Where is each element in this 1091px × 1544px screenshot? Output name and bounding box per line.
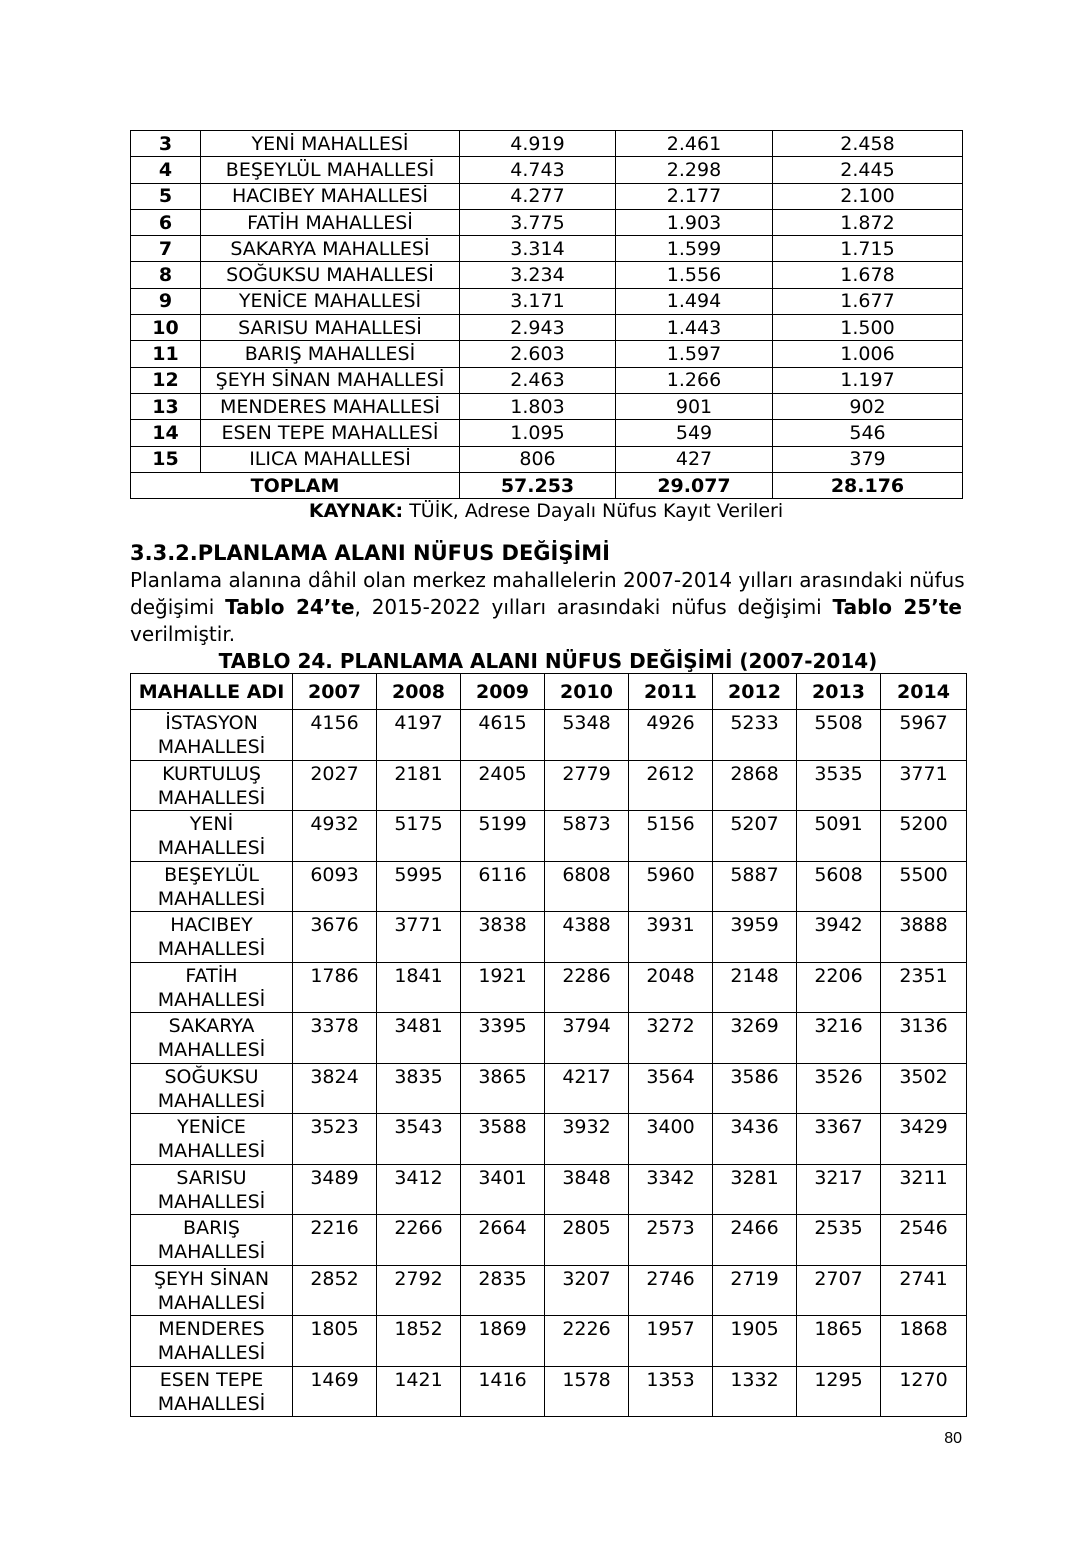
population-value: 2612 bbox=[629, 760, 713, 811]
section-heading: 3.3.2.PLANLAMA ALANI NÜFUS DEĞİŞİMİ bbox=[130, 541, 610, 565]
total-population: 2.943 bbox=[460, 315, 616, 341]
paragraph-part-3: verilmiştir. bbox=[130, 622, 236, 646]
row-number: 6 bbox=[131, 209, 201, 235]
population-value: 5207 bbox=[713, 811, 797, 862]
neighborhood-name-cell bbox=[131, 1316, 293, 1367]
female-population: 2.445 bbox=[773, 157, 963, 183]
population-value: 3211 bbox=[881, 1164, 967, 1215]
table-row bbox=[131, 760, 967, 811]
population-value: 1332 bbox=[713, 1366, 797, 1417]
population-value: 5200 bbox=[881, 811, 967, 862]
population-value: 4932 bbox=[293, 811, 377, 862]
population-value: 2181 bbox=[377, 760, 461, 811]
neighborhood-suffix: MAHALLESİ bbox=[157, 988, 266, 1011]
female-population: 379 bbox=[773, 446, 963, 472]
neighborhood-suffix: MAHALLESİ bbox=[157, 1089, 266, 1112]
population-value: 3216 bbox=[797, 1013, 881, 1064]
column-header-year: 2008 bbox=[377, 674, 461, 710]
population-value: 5233 bbox=[713, 710, 797, 761]
population-value: 3378 bbox=[293, 1013, 377, 1064]
neighborhood-suffix: MAHALLESİ bbox=[157, 1140, 266, 1162]
population-value: 3888 bbox=[881, 912, 967, 963]
population-value: 5967 bbox=[881, 710, 967, 761]
neighborhood-name: FATİH MAHALLESİ bbox=[201, 209, 460, 235]
neighborhood-name: KURTULUŞ bbox=[162, 762, 261, 785]
paragraph-part-2b: , 2015-2022 yılları arasındaki nüfus değişimi bbox=[354, 595, 833, 619]
table-row bbox=[131, 209, 963, 235]
paragraph-line-3 bbox=[130, 621, 962, 648]
population-value: 5960 bbox=[629, 861, 713, 912]
neighborhood-name: YENİ bbox=[189, 813, 234, 835]
population-value: 3771 bbox=[377, 912, 461, 963]
population-value: 4388 bbox=[545, 912, 629, 963]
page-number: 80 bbox=[944, 1430, 962, 1447]
population-value: 3771 bbox=[881, 760, 967, 811]
neighborhood-suffix: MAHALLESİ bbox=[157, 1241, 266, 1263]
row-number: 12 bbox=[131, 367, 201, 393]
neighborhood-suffix: MAHALLESİ bbox=[157, 887, 266, 910]
total-label: TOPLAM bbox=[131, 472, 460, 498]
neighborhood-suffix: MAHALLESİ bbox=[157, 1342, 266, 1364]
population-value: 2741 bbox=[881, 1265, 967, 1316]
population-value: 1852 bbox=[377, 1316, 461, 1367]
neighborhood-suffix: MAHALLESİ bbox=[157, 786, 266, 809]
column-header-year: 2013 bbox=[797, 674, 881, 710]
neighborhood-name: BEŞEYLÜL bbox=[164, 863, 259, 886]
population-value: 2148 bbox=[713, 962, 797, 1013]
population-value: 3217 bbox=[797, 1164, 881, 1215]
population-value: 3481 bbox=[377, 1013, 461, 1064]
population-value: 3342 bbox=[629, 1164, 713, 1215]
female-population: 1.197 bbox=[773, 367, 963, 393]
column-header-name: MAHALLE ADI bbox=[131, 674, 293, 710]
neighborhood-name: SARISU MAHALLESİ bbox=[201, 315, 460, 341]
female-population: 2.458 bbox=[773, 131, 963, 157]
male-population: 2.461 bbox=[616, 131, 773, 157]
population-table-continued bbox=[130, 130, 963, 499]
total-population: 3.314 bbox=[460, 236, 616, 262]
table-row bbox=[131, 315, 963, 341]
population-value: 3523 bbox=[293, 1114, 377, 1165]
population-value: 3429 bbox=[881, 1114, 967, 1165]
paragraph-line-1 bbox=[130, 567, 965, 594]
population-value: 2351 bbox=[881, 962, 967, 1013]
neighborhood-name-cell bbox=[131, 710, 293, 761]
male-sum: 29.077 bbox=[616, 472, 773, 498]
neighborhood-name: HACIBEY MAHALLESİ bbox=[201, 183, 460, 209]
female-population: 1.678 bbox=[773, 262, 963, 288]
population-value: 2206 bbox=[797, 962, 881, 1013]
population-value: 2792 bbox=[377, 1265, 461, 1316]
table-row bbox=[131, 131, 963, 157]
male-population: 2.298 bbox=[616, 157, 773, 183]
neighborhood-name: ESEN TEPE bbox=[159, 1368, 264, 1391]
table-row bbox=[131, 1114, 967, 1165]
total-population: 1.803 bbox=[460, 393, 616, 419]
female-population: 1.715 bbox=[773, 236, 963, 262]
total-population: 2.463 bbox=[460, 367, 616, 393]
population-value: 4217 bbox=[545, 1063, 629, 1114]
neighborhood-name: SAKARYA MAHALLESİ bbox=[201, 236, 460, 262]
population-value: 1805 bbox=[293, 1316, 377, 1367]
neighborhood-suffix: MAHALLESİ bbox=[157, 837, 266, 859]
female-population: 1.677 bbox=[773, 288, 963, 314]
male-population: 1.599 bbox=[616, 236, 773, 262]
neighborhood-name-cell bbox=[131, 1164, 293, 1215]
row-number: 14 bbox=[131, 420, 201, 446]
source-text: TÜİK, Adrese Dayalı Nüfus Kayıt Verileri bbox=[403, 500, 784, 522]
population-value: 3489 bbox=[293, 1164, 377, 1215]
neighborhood-suffix: MAHALLESİ bbox=[157, 1291, 266, 1314]
female-population: 1.006 bbox=[773, 341, 963, 367]
population-value: 2707 bbox=[797, 1265, 881, 1316]
population-value: 2405 bbox=[461, 760, 545, 811]
neighborhood-suffix: MAHALLESİ bbox=[157, 1392, 266, 1415]
table-row bbox=[131, 1164, 967, 1215]
male-population: 2.177 bbox=[616, 183, 773, 209]
table-row bbox=[131, 183, 963, 209]
total-population: 3.234 bbox=[460, 262, 616, 288]
female-population: 1.500 bbox=[773, 315, 963, 341]
neighborhood-suffix: MAHALLESİ bbox=[157, 1190, 266, 1213]
table-row bbox=[131, 1316, 967, 1367]
male-population: 1.903 bbox=[616, 209, 773, 235]
population-value: 2746 bbox=[629, 1265, 713, 1316]
male-population: 1.494 bbox=[616, 288, 773, 314]
population-value: 1869 bbox=[461, 1316, 545, 1367]
table-row bbox=[131, 1215, 967, 1266]
column-header-year: 2014 bbox=[881, 674, 967, 710]
paragraph-part-2a: değişimi bbox=[130, 595, 226, 619]
table-row bbox=[131, 420, 963, 446]
population-value: 6116 bbox=[461, 861, 545, 912]
table-row bbox=[131, 912, 967, 963]
male-population: 1.597 bbox=[616, 341, 773, 367]
population-value: 3586 bbox=[713, 1063, 797, 1114]
total-population: 3.171 bbox=[460, 288, 616, 314]
neighborhood-name-cell bbox=[131, 760, 293, 811]
population-value: 5156 bbox=[629, 811, 713, 862]
row-number: 4 bbox=[131, 157, 201, 183]
population-value: 3588 bbox=[461, 1114, 545, 1165]
population-value: 3959 bbox=[713, 912, 797, 963]
population-value: 2835 bbox=[461, 1265, 545, 1316]
population-value: 2868 bbox=[713, 760, 797, 811]
population-value: 2466 bbox=[713, 1215, 797, 1266]
neighborhood-suffix: MAHALLESİ bbox=[157, 736, 266, 758]
population-value: 2719 bbox=[713, 1265, 797, 1316]
population-value: 3535 bbox=[797, 760, 881, 811]
neighborhood-suffix: MAHALLESİ bbox=[157, 1039, 266, 1061]
table-row bbox=[131, 1366, 967, 1417]
population-value: 3543 bbox=[377, 1114, 461, 1165]
neighborhood-name: SOĞUKSU MAHALLESİ bbox=[201, 262, 460, 288]
table-row bbox=[131, 262, 963, 288]
population-value: 4615 bbox=[461, 710, 545, 761]
table-caption: TABLO 24. PLANLAMA ALANI NÜFUS DEĞİŞİMİ (2007-2014) bbox=[218, 649, 878, 673]
table-row bbox=[131, 236, 963, 262]
neighborhood-suffix: MAHALLESİ bbox=[157, 938, 266, 960]
population-value: 2779 bbox=[545, 760, 629, 811]
neighborhood-name-cell bbox=[131, 1063, 293, 1114]
table-row bbox=[131, 962, 967, 1013]
population-value: 3281 bbox=[713, 1164, 797, 1215]
male-population: 427 bbox=[616, 446, 773, 472]
neighborhood-name: ŞEYH SİNAN MAHALLESİ bbox=[201, 367, 460, 393]
population-value: 1416 bbox=[461, 1366, 545, 1417]
population-value: 1841 bbox=[377, 962, 461, 1013]
neighborhood-name: YENİCE MAHALLESİ bbox=[201, 288, 460, 314]
table-row bbox=[131, 341, 963, 367]
population-value: 1786 bbox=[293, 962, 377, 1013]
neighborhood-name-cell bbox=[131, 1013, 293, 1064]
total-population: 3.775 bbox=[460, 209, 616, 235]
total-sum: 57.253 bbox=[460, 472, 616, 498]
row-number: 10 bbox=[131, 315, 201, 341]
neighborhood-name-cell bbox=[131, 1265, 293, 1316]
neighborhood-name: BEŞEYLÜL MAHALLESİ bbox=[201, 157, 460, 183]
population-value: 3502 bbox=[881, 1063, 967, 1114]
population-value: 3395 bbox=[461, 1013, 545, 1064]
population-value: 2266 bbox=[377, 1215, 461, 1266]
female-population: 546 bbox=[773, 420, 963, 446]
column-header-year: 2007 bbox=[293, 674, 377, 710]
row-number: 15 bbox=[131, 446, 201, 472]
table-row bbox=[131, 393, 963, 419]
table-row bbox=[131, 1265, 967, 1316]
population-value: 6093 bbox=[293, 861, 377, 912]
source-label: KAYNAK: bbox=[308, 500, 404, 522]
population-change-table-body bbox=[131, 710, 967, 1417]
body-paragraph bbox=[130, 567, 965, 648]
population-value: 3367 bbox=[797, 1114, 881, 1165]
table-row bbox=[131, 1063, 967, 1114]
neighborhood-name: ILICA MAHALLESİ bbox=[201, 446, 460, 472]
population-value: 5199 bbox=[461, 811, 545, 862]
table-row bbox=[131, 1013, 967, 1064]
paragraph-part-1: Planlama alanına dâhil olan merkez mahallelerin 2007-2014 yılları arasındaki nüfus bbox=[130, 568, 965, 592]
population-value: 1921 bbox=[461, 962, 545, 1013]
population-value: 3865 bbox=[461, 1063, 545, 1114]
neighborhood-name-cell bbox=[131, 1366, 293, 1417]
population-value: 3136 bbox=[881, 1013, 967, 1064]
population-value: 3207 bbox=[545, 1265, 629, 1316]
population-value: 2852 bbox=[293, 1265, 377, 1316]
neighborhood-name-cell bbox=[131, 962, 293, 1013]
population-value: 2286 bbox=[545, 962, 629, 1013]
neighborhood-name: SOĞUKSU bbox=[164, 1065, 259, 1088]
row-number: 13 bbox=[131, 393, 201, 419]
population-value: 2226 bbox=[545, 1316, 629, 1367]
population-value: 5995 bbox=[377, 861, 461, 912]
population-value: 3526 bbox=[797, 1063, 881, 1114]
population-value: 3401 bbox=[461, 1164, 545, 1215]
population-value: 2216 bbox=[293, 1215, 377, 1266]
population-value: 2546 bbox=[881, 1215, 967, 1266]
population-value: 6808 bbox=[545, 861, 629, 912]
population-value: 3848 bbox=[545, 1164, 629, 1215]
row-number: 8 bbox=[131, 262, 201, 288]
table-reference-24: Tablo 24’te bbox=[225, 595, 355, 619]
total-row bbox=[131, 472, 963, 498]
neighborhood-name: ESEN TEPE MAHALLESİ bbox=[201, 420, 460, 446]
population-value: 3269 bbox=[713, 1013, 797, 1064]
population-value: 5091 bbox=[797, 811, 881, 862]
column-header-year: 2009 bbox=[461, 674, 545, 710]
table-reference-25: Tablo 25’te bbox=[832, 595, 962, 619]
table-row bbox=[131, 446, 963, 472]
paragraph-line-2 bbox=[130, 594, 962, 621]
neighborhood-name: SAKARYA bbox=[168, 1015, 255, 1037]
population-value: 4156 bbox=[293, 710, 377, 761]
population-value: 2027 bbox=[293, 760, 377, 811]
population-value: 2535 bbox=[797, 1215, 881, 1266]
population-value: 3400 bbox=[629, 1114, 713, 1165]
population-value: 1353 bbox=[629, 1366, 713, 1417]
neighborhood-name-cell bbox=[131, 912, 293, 963]
population-value: 3932 bbox=[545, 1114, 629, 1165]
population-value: 3824 bbox=[293, 1063, 377, 1114]
population-value: 1270 bbox=[881, 1366, 967, 1417]
population-value: 3676 bbox=[293, 912, 377, 963]
female-population: 2.100 bbox=[773, 183, 963, 209]
population-value: 1469 bbox=[293, 1366, 377, 1417]
population-value: 1957 bbox=[629, 1316, 713, 1367]
neighborhood-name: İSTASYON bbox=[165, 712, 258, 734]
male-population: 1.266 bbox=[616, 367, 773, 393]
population-value: 2573 bbox=[629, 1215, 713, 1266]
population-value: 3412 bbox=[377, 1164, 461, 1215]
row-number: 3 bbox=[131, 131, 201, 157]
population-value: 4926 bbox=[629, 710, 713, 761]
population-value: 3942 bbox=[797, 912, 881, 963]
population-value: 1578 bbox=[545, 1366, 629, 1417]
population-value: 3564 bbox=[629, 1063, 713, 1114]
column-header-year: 2011 bbox=[629, 674, 713, 710]
population-value: 1421 bbox=[377, 1366, 461, 1417]
neighborhood-name: MENDERES MAHALLESİ bbox=[201, 393, 460, 419]
population-value: 3835 bbox=[377, 1063, 461, 1114]
neighborhood-name: HACIBEY bbox=[170, 914, 253, 936]
population-value: 5887 bbox=[713, 861, 797, 912]
female-population: 902 bbox=[773, 393, 963, 419]
table-row bbox=[131, 157, 963, 183]
male-population: 1.556 bbox=[616, 262, 773, 288]
table-row bbox=[131, 861, 967, 912]
total-population: 4.919 bbox=[460, 131, 616, 157]
neighborhood-name-cell bbox=[131, 1114, 293, 1165]
column-header-year: 2010 bbox=[545, 674, 629, 710]
neighborhood-name: SARISU bbox=[176, 1166, 247, 1189]
population-value: 5873 bbox=[545, 811, 629, 862]
row-number: 11 bbox=[131, 341, 201, 367]
male-population: 1.443 bbox=[616, 315, 773, 341]
population-value: 1865 bbox=[797, 1316, 881, 1367]
total-population: 4.277 bbox=[460, 183, 616, 209]
population-value: 5175 bbox=[377, 811, 461, 862]
population-value: 2048 bbox=[629, 962, 713, 1013]
row-number: 5 bbox=[131, 183, 201, 209]
neighborhood-name-cell bbox=[131, 811, 293, 862]
row-number: 7 bbox=[131, 236, 201, 262]
neighborhood-name-cell bbox=[131, 861, 293, 912]
population-value: 1868 bbox=[881, 1316, 967, 1367]
female-population: 1.872 bbox=[773, 209, 963, 235]
table-row bbox=[131, 710, 967, 761]
neighborhood-name: YENİ MAHALLESİ bbox=[201, 131, 460, 157]
neighborhood-name-cell bbox=[131, 1215, 293, 1266]
population-value: 3272 bbox=[629, 1013, 713, 1064]
population-value: 5508 bbox=[797, 710, 881, 761]
table-row bbox=[131, 288, 963, 314]
row-number: 9 bbox=[131, 288, 201, 314]
total-population: 4.743 bbox=[460, 157, 616, 183]
neighborhood-name: BARIŞ MAHALLESİ bbox=[201, 341, 460, 367]
population-value: 2664 bbox=[461, 1215, 545, 1266]
female-sum: 28.176 bbox=[773, 472, 963, 498]
population-value: 5348 bbox=[545, 710, 629, 761]
population-value: 3931 bbox=[629, 912, 713, 963]
population-value: 5608 bbox=[797, 861, 881, 912]
male-population: 901 bbox=[616, 393, 773, 419]
neighborhood-name: FATİH bbox=[185, 964, 238, 987]
total-population: 806 bbox=[460, 446, 616, 472]
column-header-year: 2012 bbox=[713, 674, 797, 710]
population-value: 1295 bbox=[797, 1366, 881, 1417]
population-value: 2805 bbox=[545, 1215, 629, 1266]
total-population: 1.095 bbox=[460, 420, 616, 446]
population-value: 4197 bbox=[377, 710, 461, 761]
population-value: 3838 bbox=[461, 912, 545, 963]
table-row bbox=[131, 811, 967, 862]
table-row bbox=[131, 367, 963, 393]
table-source-note bbox=[130, 499, 962, 523]
population-value: 1905 bbox=[713, 1316, 797, 1367]
neighborhood-name: ŞEYH SİNAN bbox=[153, 1267, 270, 1290]
neighborhood-name: MENDERES bbox=[158, 1318, 265, 1340]
neighborhood-name: BARIŞ bbox=[183, 1217, 240, 1239]
total-population: 2.603 bbox=[460, 341, 616, 367]
population-change-table bbox=[130, 673, 967, 1417]
table-header-row bbox=[131, 674, 967, 710]
population-value: 3436 bbox=[713, 1114, 797, 1165]
population-value: 5500 bbox=[881, 861, 967, 912]
neighborhood-name: YENİCE bbox=[177, 1116, 246, 1138]
male-population: 549 bbox=[616, 420, 773, 446]
population-table-body bbox=[131, 131, 963, 499]
population-value: 3794 bbox=[545, 1013, 629, 1064]
